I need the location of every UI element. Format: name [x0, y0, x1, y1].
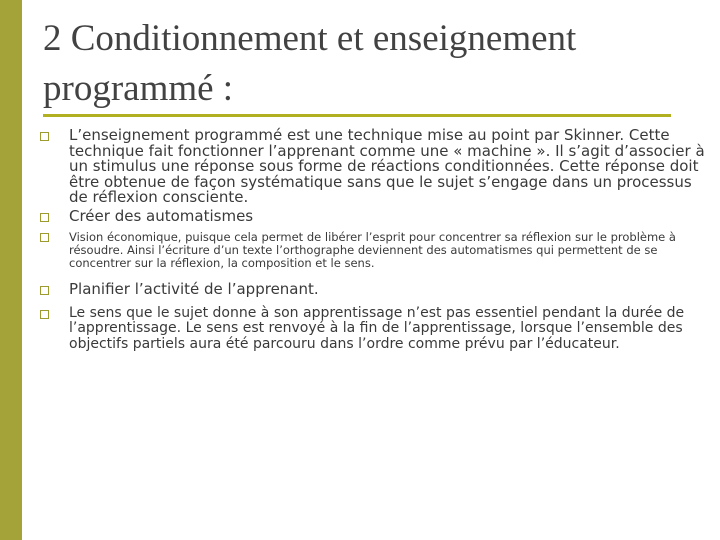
hollow-square-icon [40, 310, 49, 319]
hollow-square-icon [40, 286, 49, 295]
left-accent-bar [0, 0, 22, 540]
bullet-text: Le sens que le sujet donne à son apprentissage n’est pas essentiel pendant la durée de l’apprentissage. Le sens est renvoyé à la fin de l’apprentissage, lorsque l’ensemble des objectifs partiels aura été parcouru dans l’ordre comme prévu par l’éducateur. [69, 304, 685, 352]
bullet-list [40, 128, 712, 353]
bullet-item [40, 128, 712, 206]
bullet-text: Planifier l’activité de l’apprenant. [69, 280, 319, 299]
slide-title: 2 Conditionnement et enseignement programmé : [43, 18, 577, 109]
bullet-item [40, 206, 712, 225]
bullet-item [40, 306, 712, 353]
bullet-text: L’enseignement programmé est une technique mise au point par Skinner. Cette technique fait fonctionner l’apprenant comme une « machine ». Il s’agit d’associer à un stimulus une réponse sous forme de réactions conditionnées. Cette réponse doit être obtenue de façon systématique sans que le sujet s’engage dans un processus de réflexion consciente. [69, 126, 705, 207]
bullet-item [40, 231, 712, 271]
bullet-text: Créer des automatismes [69, 206, 254, 225]
bullet-item [40, 282, 712, 298]
hollow-square-icon [40, 233, 49, 242]
title-underline [43, 114, 671, 117]
bullet-text: Vision économique, puisque cela permet de libérer l’esprit pour concentrer sa réflexion sur le problème à résoudre. Ainsi l’écriture d’un texte l’orthographe deviennent des automatismes qui permettent de se concentrer sur la réflexion, la composition et le sens. [69, 229, 676, 270]
hollow-square-icon [40, 213, 49, 222]
hollow-square-icon [40, 132, 49, 141]
